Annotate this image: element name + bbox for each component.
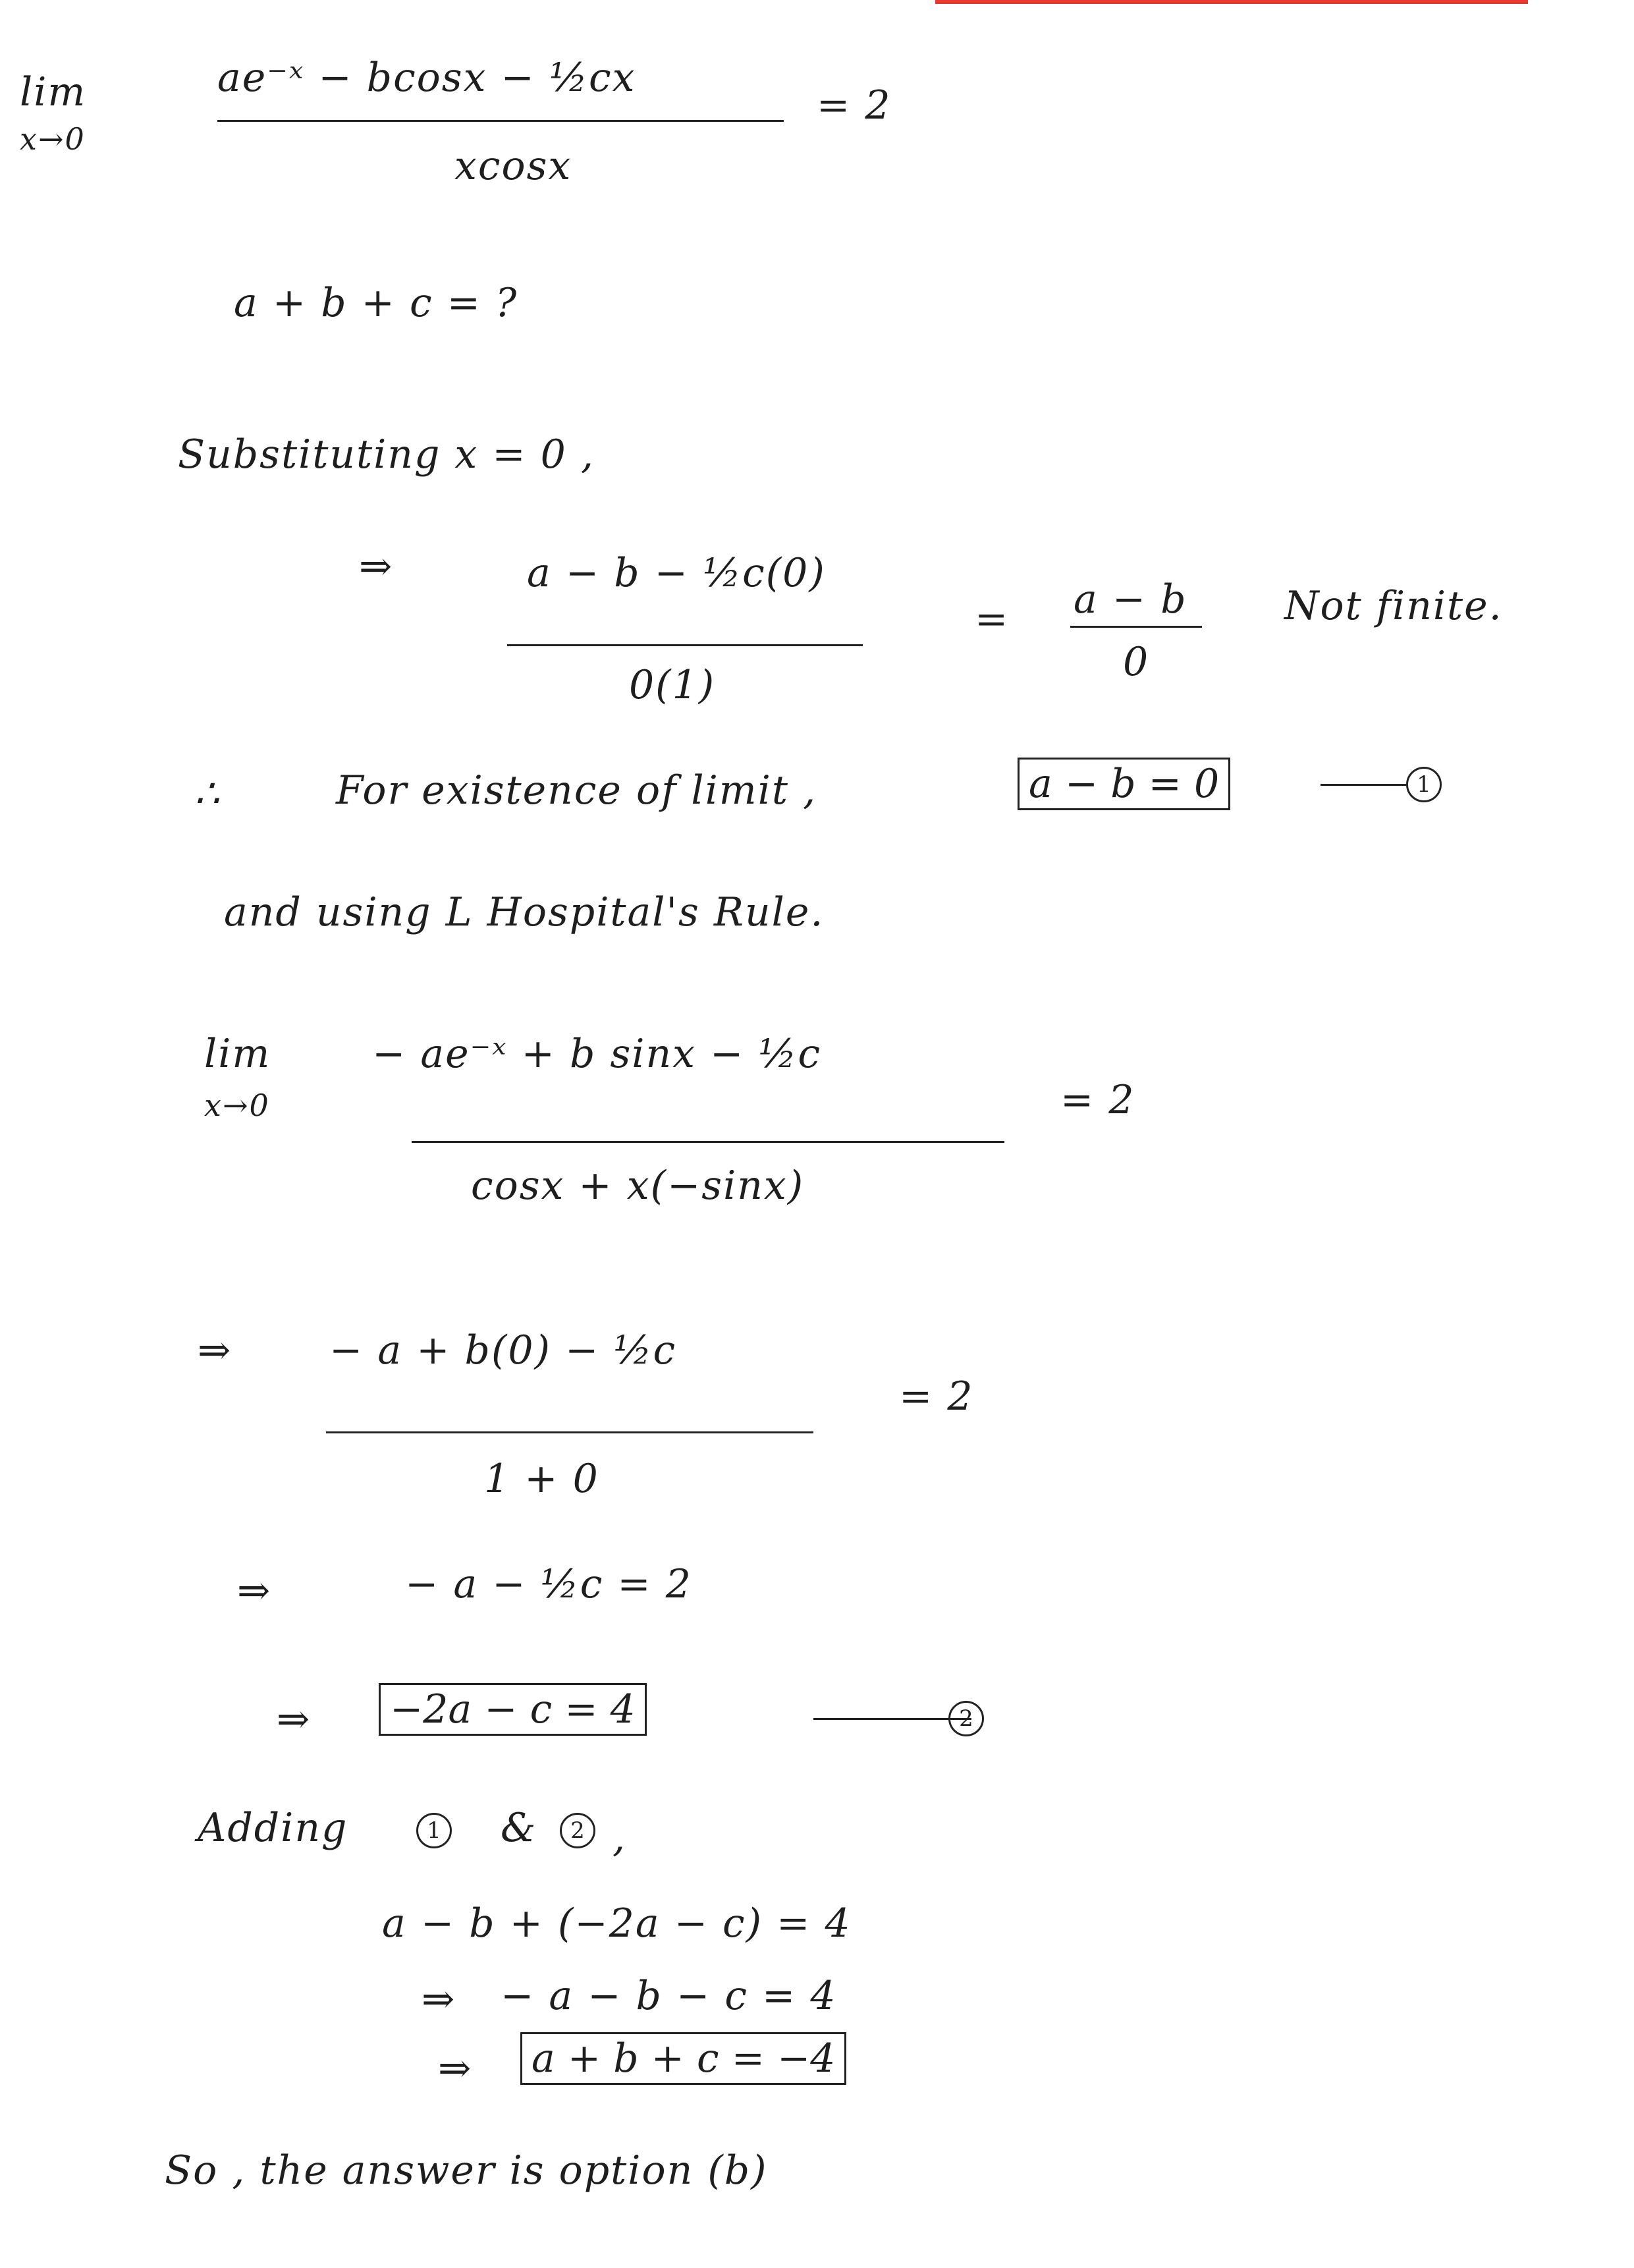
adding-ref-circle-1: 1 (416, 1813, 452, 1848)
lhospital-text: and using L Hospital's Rule. (224, 889, 825, 935)
result-denominator: 0 (1123, 639, 1150, 685)
boxed-equation-2: −2a − c = 4 (379, 1683, 647, 1736)
ref-circle-1: 1 (1406, 767, 1442, 802)
problem-numerator: ae⁻ˣ − bcosx − ½cx (217, 55, 636, 101)
result-fraction-bar (1070, 626, 1202, 628)
conclusion-text: So , the answer is option (b) (165, 2147, 768, 2194)
evaluated-numerator: − a + b(0) − ½c (329, 1327, 677, 1373)
problem-equals-value: = 2 (817, 82, 892, 128)
arrow-2: ⇒ (198, 1327, 232, 1373)
not-finite-note: Not finite. (1284, 583, 1503, 629)
top-edge-strip (935, 0, 1528, 4)
arrow-4: ⇒ (277, 1696, 312, 1742)
sum-expression: a − b + (−2a − c) = 4 (382, 1900, 852, 1947)
existence-text: For existence of limit , (336, 767, 817, 814)
lhospital-numerator: − ae⁻ˣ + b sinx − ½c (372, 1031, 822, 1077)
therefore-symbol: ∴ (194, 771, 221, 817)
evaluated-fraction-bar (326, 1431, 813, 1433)
substitution-fraction-bar (507, 644, 863, 646)
evaluated-equals-value: = 2 (899, 1373, 974, 1420)
substitution-numerator: a − b − ½c(0) (527, 550, 826, 596)
evaluated-denominator: 1 + 0 (484, 1456, 599, 1502)
substitution-denominator: 0(1) (629, 662, 716, 708)
final-answer-box: a + b + c = −4 (520, 2032, 846, 2085)
negated-sum-expression: − a − b − c = 4 (501, 1973, 837, 2019)
arrow-6: ⇒ (438, 2045, 473, 2091)
ref-circle-2: 2 (948, 1701, 984, 1736)
problem-question: a + b + c = ? (234, 280, 518, 326)
lhospital-equals-value: = 2 (1060, 1077, 1135, 1123)
problem-lim: lim (20, 69, 87, 115)
arrow-5: ⇒ (422, 1976, 456, 2022)
simplified-expression: − a − ½c = 2 (405, 1561, 692, 1607)
lhospital-fraction-bar (412, 1141, 1004, 1143)
boxed-equation-1: a − b = 0 (1018, 758, 1230, 810)
problem-fraction-bar (217, 120, 784, 122)
lhospital-lim: lim (204, 1031, 271, 1077)
substitution-intro: Substituting x = 0 , (178, 431, 595, 478)
lhospital-lim-subscript: x→0 (204, 1088, 270, 1123)
adding-ampersand: & (501, 1805, 537, 1851)
problem-lim-subscript: x→0 (20, 121, 86, 157)
substitution-equals: = (975, 596, 1010, 642)
result-numerator: a − b (1074, 576, 1187, 622)
lhospital-denominator: cosx + x(−sinx) (471, 1163, 805, 1209)
ref-line-2 (813, 1718, 971, 1720)
arrow-1: ⇒ (359, 543, 394, 590)
adding-comma: , (613, 1815, 627, 1861)
adding-ref-circle-2: 2 (560, 1813, 595, 1848)
problem-denominator: xcosx (454, 143, 572, 189)
ref-line-1 (1321, 784, 1406, 786)
adding-text: Adding (198, 1805, 348, 1851)
arrow-3: ⇒ (237, 1568, 272, 1614)
